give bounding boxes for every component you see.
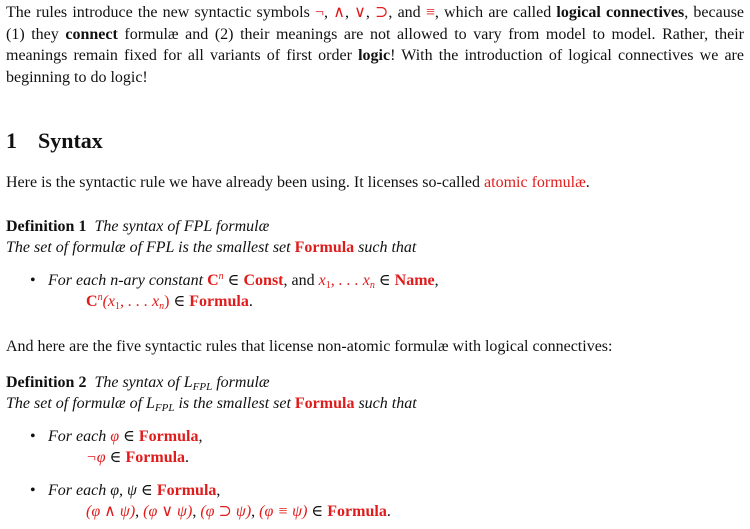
equivalence-expression: (φ ≡ ψ) <box>259 503 308 520</box>
disjunction-expression: (φ ∨ ψ) <box>143 503 193 520</box>
atomic-formula-expression: $C^n(x_1$, . . . $x_n$) <box>86 292 170 312</box>
section-number: 1 <box>6 128 17 153</box>
definition-2-label: Definition 2 <box>6 374 87 391</box>
definition-1-result: $C^n(x_1$, . . . $x_n$) ∈ Formula. <box>86 292 253 312</box>
paragraph-atomic: Here is the syntactic rule we have already been using. It licenses so-called atomic formulæ. <box>6 174 590 191</box>
symbol-equiv: ≡ <box>425 4 435 21</box>
bullet: • <box>30 482 36 499</box>
phi-psi-variables: φ, ψ <box>110 482 137 499</box>
definition-1-item: • For each n-ary constant $C^n$ ∈ Const, and $x_1$, . . . $x_n$ ∈ Name, <box>30 271 439 291</box>
bullet: • <box>30 428 36 445</box>
definition-2-heading <box>6 372 270 393</box>
implication-expression: (φ ⊃ ψ) <box>200 503 252 520</box>
term-connect: connect <box>65 25 118 43</box>
binary-results: (φ ∧ ψ), (φ ∨ ψ), (φ ⊃ ψ), (φ ≡ ψ) ∈ Formula. <box>86 503 391 520</box>
formula-set: Formula <box>294 239 355 256</box>
section-heading <box>6 128 103 154</box>
const-set: Const <box>243 272 284 289</box>
formula-set: Formula <box>294 395 355 412</box>
term-logic: logic <box>358 47 391 64</box>
definition-2-title: The syntax of $L_{FPL}$ formulæ <box>94 374 270 393</box>
definition-2-item-negation: • For each φ ∈ Formula, <box>30 428 203 445</box>
constant-symbol: $C^n$ <box>207 271 224 289</box>
symbol-or: ∨ <box>354 4 366 21</box>
negation-result: ¬φ ∈ Formula. <box>86 449 190 466</box>
definition-1-label: Definition 1 <box>6 218 87 235</box>
definition-2-statement: The set of formulæ of $L_{FPL}$ is the smallest set Formula such that <box>6 395 417 414</box>
negation-expression: ¬φ <box>86 449 106 466</box>
intro-paragraph: The rules introduce the new syntactic symbols ¬, ∧, ∨, ⊃, and ≡, which are called logical connectives, because (1) they connect formulæ and (2) their meanings are not allowed to vary from model to model. Rather, their meanings remain fixed for all variants of first order logic! With the introduction of logical connectives we are beginning to do logic! <box>6 4 745 86</box>
symbol-not: ¬ <box>315 4 325 21</box>
definition-1-statement: The set of formulæ of FPL is the smallest set Formula such that <box>6 239 417 256</box>
term-logical-connectives: logical connectives <box>556 4 685 21</box>
symbol-implies: ⊃ <box>375 4 389 21</box>
phi-variable: φ <box>110 428 120 445</box>
name-set: Name <box>394 272 435 289</box>
intro-text: The rules introduce the new syntactic symbols <box>6 4 316 21</box>
definition-1-heading <box>6 216 269 237</box>
section-title: Syntax <box>38 128 103 153</box>
paragraph-connectives: And here are the five syntactic rules that license non-atomic formulæ with logical connectives: <box>6 338 613 355</box>
variable-list: $x_1$, . . . $x_n$ <box>318 272 375 291</box>
bullet: • <box>30 272 36 289</box>
definition-1-title: The syntax of FPL formulæ <box>94 218 270 235</box>
conjunction-expression: (φ ∧ ψ) <box>86 503 136 520</box>
definition-2-item-binary: • For each φ, ψ ∈ Formula, <box>30 482 221 499</box>
atomic-formulae-link[interactable]: atomic formulæ <box>484 174 586 191</box>
symbol-and: ∧ <box>333 4 345 21</box>
